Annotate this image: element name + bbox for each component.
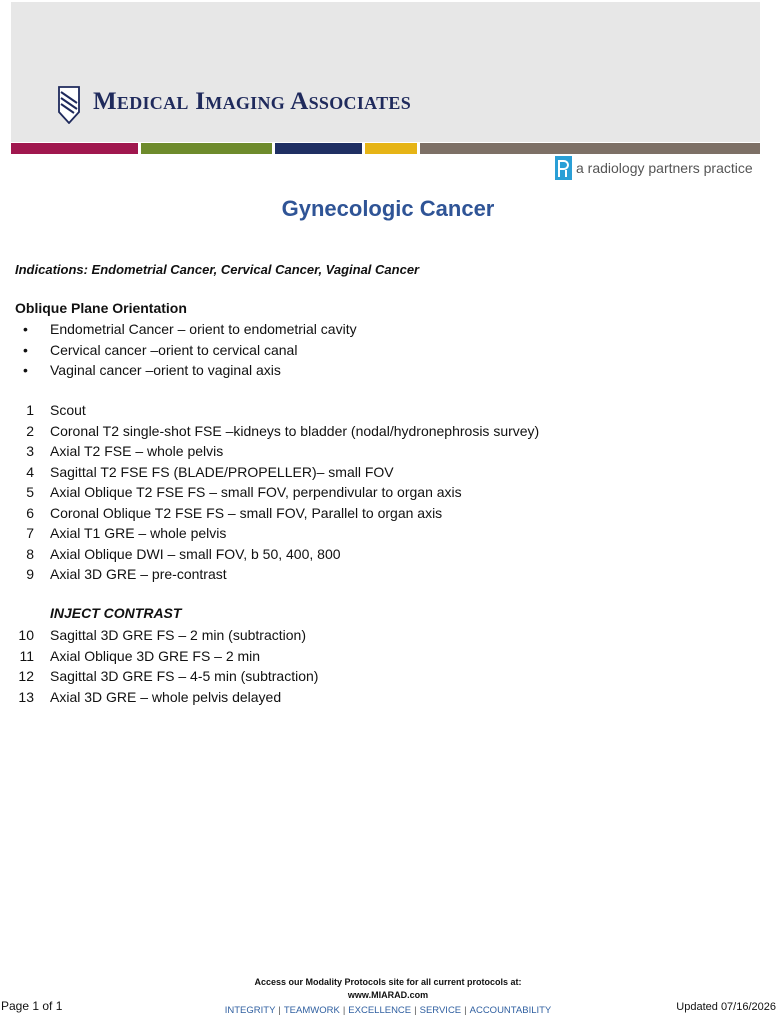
brand-name: Medical Imaging Associates <box>93 88 412 115</box>
bullet-icon: • <box>23 321 28 337</box>
radiology-partners-logo-icon <box>555 156 572 180</box>
bullet-icon: • <box>23 362 28 378</box>
value-accountability: ACCOUNTABILITY <box>469 1005 552 1016</box>
footer-access-note: Access our Modality Protocols site for all current protocols at: <box>254 977 522 987</box>
page-title: Gynecologic Cancer <box>281 196 495 221</box>
value-excellence: EXCELLENCE <box>348 1005 412 1016</box>
indications-line: Indications: Endometrial Cancer, Cervical Cancer, Vaginal Cancer <box>15 262 420 277</box>
inject-contrast-label: INJECT CONTRAST <box>50 605 182 621</box>
footer-values-line: INTEGRITY | TEAMWORK | EXCELLENCE | SERVICE | ACCOUNTABILITY <box>224 1005 552 1016</box>
shield-logo-icon <box>58 86 80 124</box>
stripe-navy <box>275 143 362 154</box>
value-teamwork: TEAMWORK <box>283 1005 340 1016</box>
stripe-taupe <box>420 143 760 154</box>
stripe-green <box>141 143 272 154</box>
value-service: SERVICE <box>419 1005 462 1016</box>
practice-tagline: a radiology partners practice <box>576 160 753 176</box>
stripe-gold <box>365 143 417 154</box>
bullet-icon: • <box>23 341 28 358</box>
letterhead-banner <box>11 2 760 142</box>
orientation-heading: Oblique Plane Orientation <box>15 300 187 316</box>
page-number: Page 1 of 1 <box>1 999 63 1013</box>
value-integrity: INTEGRITY <box>224 1005 276 1016</box>
footer-url-link[interactable]: www.MIARAD.com <box>347 990 429 1000</box>
stripe-magenta <box>11 143 138 154</box>
updated-date: Updated 07/16/2026 <box>676 1001 776 1013</box>
